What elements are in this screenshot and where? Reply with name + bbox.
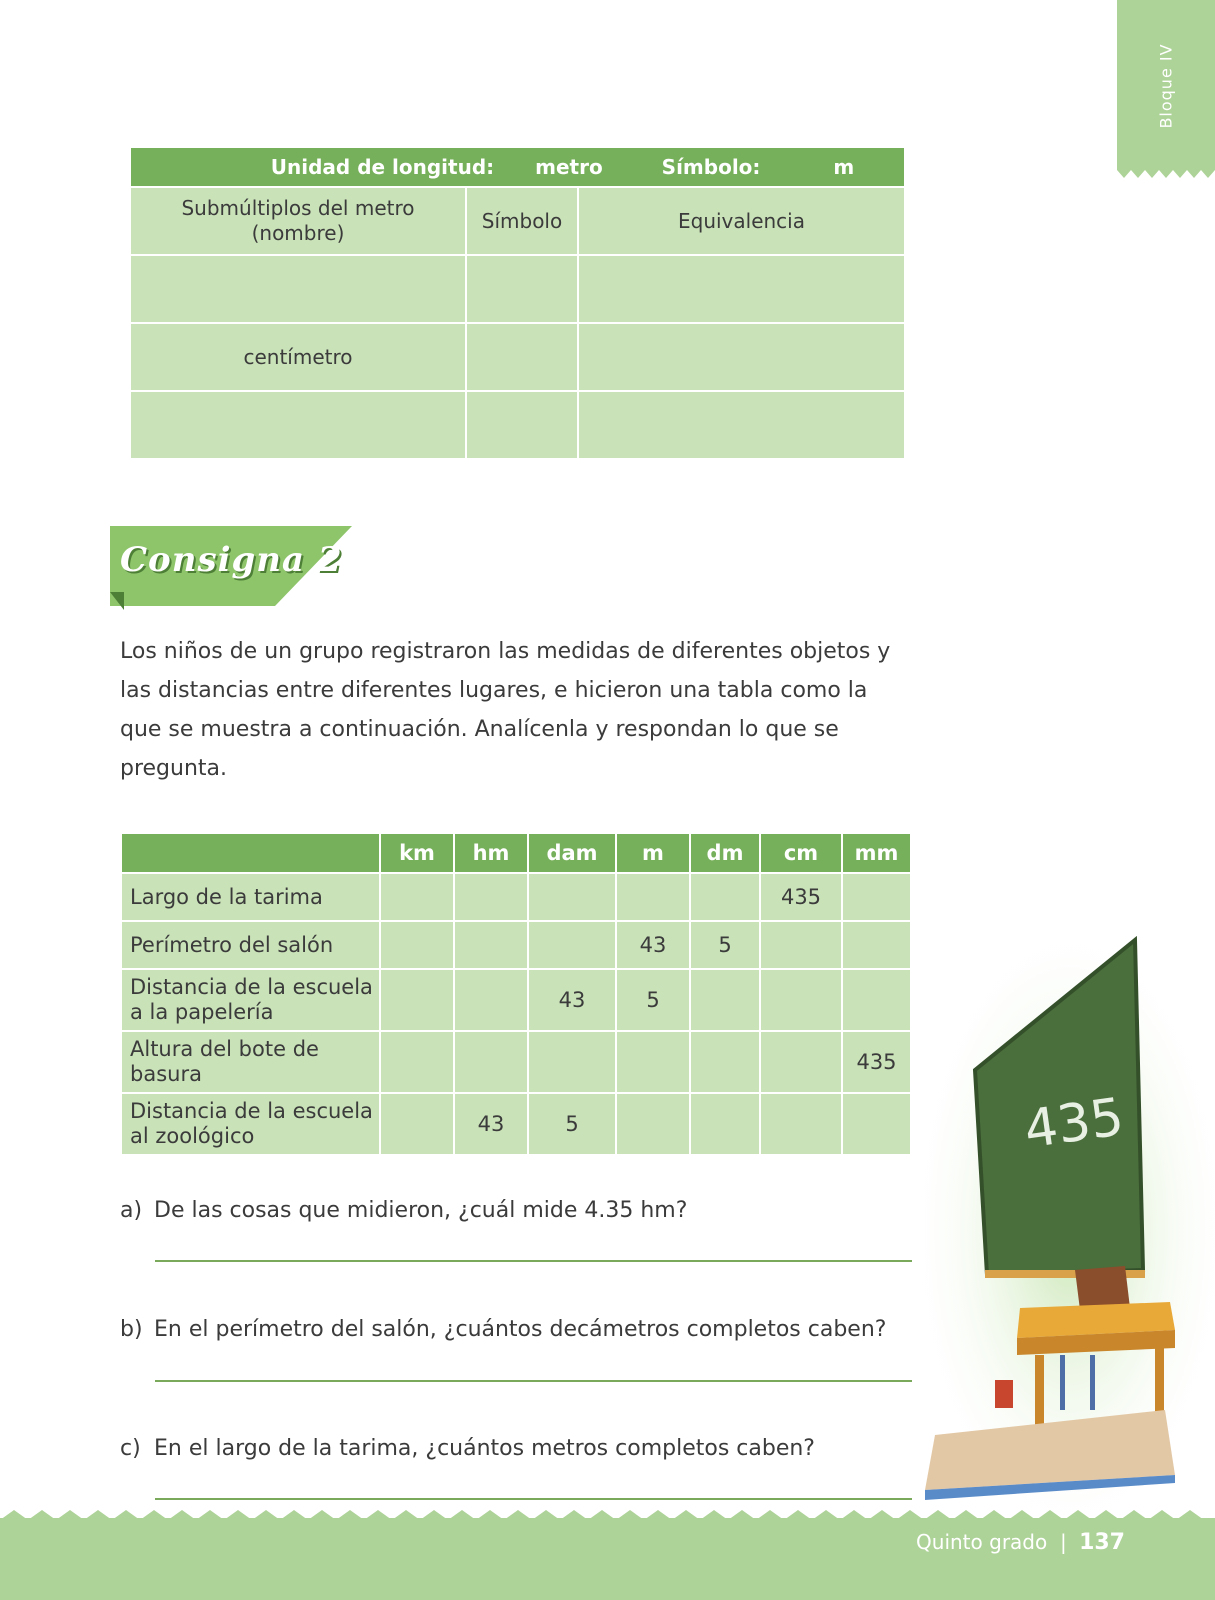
table-cell	[578, 255, 905, 323]
chalkboard-desk-illustration	[925, 930, 1215, 1515]
metro-submultiplos-table	[129, 146, 906, 460]
table-cell	[760, 921, 842, 969]
table-cell: 5	[528, 1093, 616, 1155]
table-cell	[466, 391, 578, 459]
table-cell	[380, 969, 454, 1031]
question-letter: a)	[120, 1198, 143, 1223]
col-dam: dam	[528, 833, 616, 873]
table-cell	[616, 1093, 690, 1155]
chalkboard-number: 435	[1020, 1087, 1128, 1161]
row-label: Altura del bote de basura	[121, 1031, 380, 1093]
table-row	[121, 1093, 911, 1155]
consigna-title: Consigna 2	[120, 540, 343, 580]
unit-value: metro	[535, 155, 603, 179]
grade-label: Quinto grado	[916, 1530, 1048, 1554]
answer-line-a[interactable]	[155, 1260, 912, 1262]
table1-column-header-row	[130, 187, 905, 255]
col-equivalencia: Equivalencia	[578, 187, 905, 255]
col-submultiplos: Submúltiplos del metro (nombre)	[130, 187, 466, 255]
table-cell	[466, 255, 578, 323]
bloque-tab	[1117, 0, 1215, 170]
table-cell	[380, 921, 454, 969]
answer-line-c[interactable]	[155, 1498, 912, 1500]
table-row	[121, 969, 911, 1031]
table-cell	[528, 921, 616, 969]
question-text: En el perímetro del salón, ¿cuántos decámetros completos caben?	[154, 1317, 887, 1342]
table-cell	[842, 1093, 911, 1155]
col-simbolo: Símbolo	[466, 187, 578, 255]
col-hm: hm	[454, 833, 528, 873]
question-c	[120, 1436, 815, 1461]
medidas-table	[120, 832, 912, 1156]
table-cell	[466, 323, 578, 391]
table-cell	[454, 873, 528, 921]
table-cell	[760, 1031, 842, 1093]
page-number: 137	[1079, 1530, 1125, 1555]
table-row	[121, 921, 911, 969]
footer-text	[916, 1530, 1125, 1555]
table-row	[130, 391, 905, 459]
symbol-value: m	[833, 155, 855, 179]
table-cell	[842, 873, 911, 921]
table-cell	[578, 323, 905, 391]
table-row	[130, 323, 905, 391]
table-cell	[616, 873, 690, 921]
answer-line-b[interactable]	[155, 1380, 912, 1382]
table-cell	[454, 1031, 528, 1093]
table-row	[130, 255, 905, 323]
symbol-label: Símbolo:	[661, 155, 761, 179]
table-cell: centímetro	[130, 323, 466, 391]
table2-header-row	[121, 833, 911, 873]
row-label: Distancia de la escuela a la papelería	[121, 969, 380, 1031]
col-cm: cm	[760, 833, 842, 873]
table2-header-blank	[121, 833, 380, 873]
table-cell	[690, 969, 760, 1031]
table-cell	[690, 1031, 760, 1093]
table-row	[121, 1031, 911, 1093]
table-cell	[380, 873, 454, 921]
table-cell	[842, 921, 911, 969]
row-label: Largo de la tarima	[121, 873, 380, 921]
table-cell: 43	[528, 969, 616, 1031]
col-dm: dm	[690, 833, 760, 873]
bloque-tab-zigzag	[1117, 160, 1215, 180]
table-cell	[578, 391, 905, 459]
table-cell	[380, 1093, 454, 1155]
table-cell	[760, 1093, 842, 1155]
table-cell	[690, 873, 760, 921]
table1-header-row	[130, 147, 905, 187]
col-m: m	[616, 833, 690, 873]
table-cell	[616, 1031, 690, 1093]
question-letter: c)	[120, 1436, 141, 1461]
table-cell	[380, 1031, 454, 1093]
col-mm: mm	[842, 833, 911, 873]
table-cell	[842, 969, 911, 1031]
table-cell	[690, 1093, 760, 1155]
col-km: km	[380, 833, 454, 873]
question-text: En el largo de la tarima, ¿cuántos metros completos caben?	[154, 1436, 815, 1461]
table-cell	[454, 969, 528, 1031]
table-cell	[528, 1031, 616, 1093]
question-b	[120, 1317, 886, 1342]
table-cell	[454, 921, 528, 969]
row-label: Distancia de la escuela al zoológico	[121, 1093, 380, 1155]
table-cell	[760, 969, 842, 1031]
table-cell: 43	[454, 1093, 528, 1155]
row-label: Perímetro del salón	[121, 921, 380, 969]
table-cell: 5	[616, 969, 690, 1031]
table-cell	[130, 255, 466, 323]
table-cell	[528, 873, 616, 921]
footer-divider: |	[1053, 1530, 1067, 1554]
question-letter: b)	[120, 1317, 143, 1342]
table-row	[121, 873, 911, 921]
instructions-paragraph: Los niños de un grupo registraron las medidas de diferentes objetos y las distancias entre diferentes lugares, e hicieron una tabla como la que se muestra a continuación. Analícenla y respondan lo que se pregunta.	[120, 639, 891, 781]
question-text: De las cosas que midieron, ¿cuál mide 4.35 hm?	[154, 1198, 688, 1223]
table1-header-cell	[130, 147, 905, 187]
question-a	[120, 1198, 687, 1223]
bloque-label: Bloque IV	[1156, 43, 1176, 129]
table-cell: 43	[616, 921, 690, 969]
table-cell: 5	[690, 921, 760, 969]
table-cell: 435	[760, 873, 842, 921]
table-cell: 435	[842, 1031, 911, 1093]
unit-label: Unidad de longitud:	[270, 155, 495, 179]
table-cell	[130, 391, 466, 459]
